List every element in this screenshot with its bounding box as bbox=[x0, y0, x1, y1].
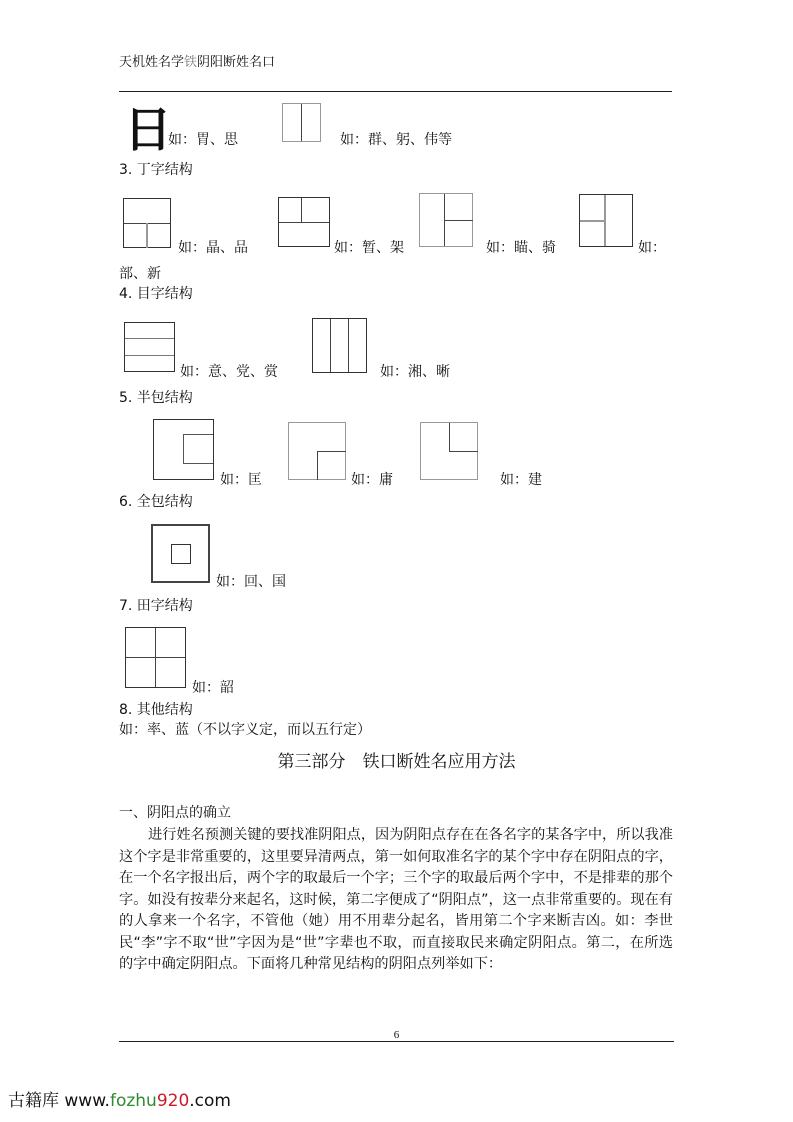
diagram-divider bbox=[125, 338, 174, 339]
watermark bbox=[8, 1090, 231, 1112]
ding-example-1: 如：晶、品 bbox=[178, 240, 248, 256]
diagram-divider bbox=[301, 198, 302, 222]
banbao-diagram-1 bbox=[153, 419, 214, 480]
ri-glyph: 日 bbox=[124, 102, 173, 158]
footer-rule bbox=[119, 1041, 674, 1042]
two-column-example: 如：群、躬、伟等 bbox=[340, 132, 452, 148]
two-column-diagram bbox=[282, 103, 321, 142]
mu-example-2: 如：湘、晰 bbox=[380, 364, 450, 380]
diagram-inner-top-right bbox=[449, 423, 478, 452]
diagram-divider bbox=[279, 222, 329, 223]
diagram-divider bbox=[125, 355, 174, 356]
section-heading-7: 7. 田字结构 bbox=[119, 598, 193, 614]
part3-subheading: 一、阴阳点的确立 bbox=[119, 805, 231, 821]
mu-example-1: 如：意、党、赏 bbox=[180, 364, 278, 380]
diagram-inner-bottom-right bbox=[317, 451, 346, 480]
diagram-inner-box bbox=[171, 544, 191, 564]
quanbao-diagram bbox=[151, 524, 210, 583]
other-example: 如：率、蓝（不以字义定，而以五行定） bbox=[119, 722, 371, 738]
quanbao-example: 如：回、国 bbox=[216, 574, 286, 590]
ding-example-2: 如：暂、架 bbox=[334, 240, 404, 256]
diagram-divider bbox=[580, 220, 604, 222]
banbao-diagram-3 bbox=[420, 422, 478, 480]
mu-diagram-columns bbox=[312, 318, 367, 373]
header-title-faint: 铁 bbox=[184, 55, 198, 70]
watermark-green: fozhu bbox=[109, 1091, 157, 1111]
diagram-divider bbox=[146, 223, 148, 248]
banbao-diagram-2 bbox=[288, 422, 346, 480]
header-rule bbox=[119, 91, 672, 92]
tian-diagram bbox=[125, 627, 186, 688]
diagram-divider bbox=[348, 319, 349, 372]
banbao-example-1: 如：匡 bbox=[220, 472, 262, 488]
header-title bbox=[119, 55, 275, 71]
ding-diagram-4 bbox=[579, 194, 633, 247]
diagram-divider bbox=[126, 657, 185, 658]
ding-diagram-3 bbox=[419, 193, 473, 247]
page-number: 6 bbox=[393, 1029, 400, 1041]
banbao-example-2: 如：庸 bbox=[351, 472, 393, 488]
tian-example: 如：韶 bbox=[192, 680, 234, 696]
section-heading-5: 5. 半包结构 bbox=[119, 390, 193, 406]
ding-example-4-continuation: 部、新 bbox=[119, 266, 161, 282]
section-heading-6: 6. 全包结构 bbox=[119, 494, 193, 510]
ding-diagram-2 bbox=[278, 197, 330, 247]
diagram-divider bbox=[301, 104, 302, 141]
mu-diagram-rows bbox=[124, 322, 175, 372]
section-heading-3: 3. 丁字结构 bbox=[119, 162, 193, 178]
part3-paragraph: 进行姓名预测关键的要找准阴阳点，因为阴阳点存在在各名字的某各字中，所以我准这个字是非常重要的，这里要异清两点，第一如何取准名字的某个字中存在阴阳点的字，在一个名字报出后，两个字的取最后一个字；三个字的取最后两个字中，不是排辈的那个字。如没有按辈分来起名，这时候，第二字便成了“阴阳点”，这一点非常重要的。现在有的人拿来一个名字，不管他（她）用不用辈分起名，皆用第二个字来断吉凶。如：李世民“李”字不取“世”字因为是“世”字辈也不取，而直接取民来确定阴阳点。第二，在所选的字中确定阴阳点。下面将几种常见结构的阴阳点列举如下： bbox=[119, 827, 673, 972]
part3-title: 第三部分 铁口断姓名应用方法 bbox=[277, 752, 516, 772]
header-title-part1: 天机姓名学 bbox=[119, 55, 185, 70]
ding-example-4: 如： bbox=[638, 240, 666, 256]
header-title-part2: 阴阳断姓名口 bbox=[197, 55, 276, 70]
section-heading-8: 8. 其他结构 bbox=[119, 702, 193, 718]
watermark-suffix: .com bbox=[189, 1091, 231, 1111]
section-heading-4: 4. 目字结构 bbox=[119, 286, 193, 302]
diagram-divider bbox=[330, 319, 331, 372]
diagram-inner-open-right bbox=[183, 434, 213, 464]
diagram-divider bbox=[604, 195, 606, 246]
ding-example-3: 如：瞄、骑 bbox=[486, 240, 556, 256]
watermark-red: 920 bbox=[156, 1091, 190, 1111]
watermark-prefix: 古籍库 www. bbox=[8, 1091, 110, 1111]
ri-example: 如：胃、思 bbox=[168, 132, 238, 148]
diagram-divider bbox=[444, 220, 473, 221]
banbao-example-3: 如：建 bbox=[500, 472, 542, 488]
ding-diagram-1 bbox=[123, 198, 171, 248]
